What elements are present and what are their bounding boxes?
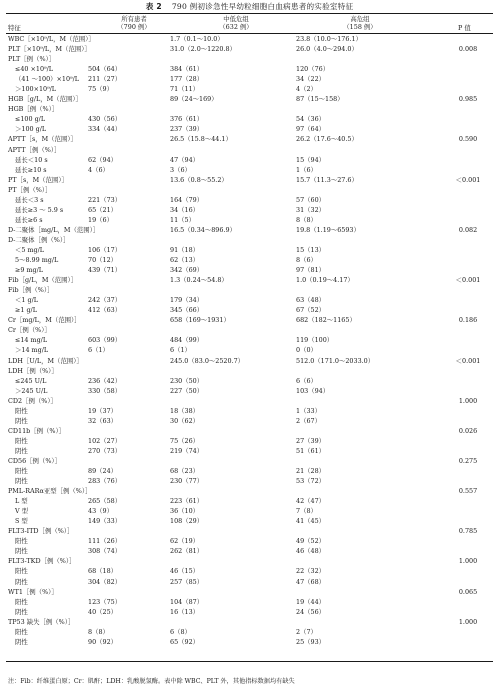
cell-all-patients: 283（76） <box>88 477 122 486</box>
cell-high-risk: 512.0（171.0～2033.0） <box>296 356 375 365</box>
table-row <box>0 566 499 576</box>
cell-mid-low-risk: 75（26） <box>170 436 200 445</box>
table-row <box>0 536 499 546</box>
table-row <box>0 597 499 607</box>
row-label: 延长≥10 s <box>15 165 47 174</box>
cell-mid-low-risk: 13.6（0.8～55.2） <box>170 175 228 184</box>
row-label: HGB［g/L，M（范围）］ <box>8 95 82 104</box>
table-footnote: 注：Fib：纤维蛋白原；Cr：肌酐；LDH：乳酸脱氢酶。表中除 WBC、PLT 外，其他指标数据均有缺失 <box>8 678 295 685</box>
row-label: 阴性 <box>15 446 28 455</box>
cell-high-risk: 1（33） <box>296 406 321 415</box>
table-row <box>0 546 499 556</box>
cell-all-patients: 19（6） <box>88 215 113 224</box>
cell-p-value: 0.065 <box>458 587 478 596</box>
cell-high-risk: 31（32） <box>296 205 326 214</box>
cell-high-risk: 97（81） <box>296 266 326 275</box>
cell-high-risk: 103（94） <box>296 386 330 395</box>
cell-all-patients: 4（6） <box>88 165 109 174</box>
row-label: ≥1 g/L <box>15 306 37 315</box>
cell-mid-low-risk: 31.0（2.0～1220.8） <box>170 45 236 54</box>
row-label: D-二聚体［mg/L，M（范围）］ <box>8 225 100 234</box>
row-label: 阴性 <box>15 637 28 646</box>
cell-all-patients: 43（9） <box>88 507 113 516</box>
cell-mid-low-risk: 376（61） <box>170 115 204 124</box>
cell-high-risk: 25（93） <box>296 637 326 646</box>
row-label: 阴性 <box>15 547 28 556</box>
cell-high-risk: 63（48） <box>296 296 326 305</box>
row-label: FLT3-ITD［例（%）］ <box>8 527 74 536</box>
header-p-value: P 值 <box>458 24 471 32</box>
table-row <box>0 386 499 396</box>
row-label: ≥9 mg/L <box>15 266 43 275</box>
row-label: PLT［例（%）］ <box>8 55 56 64</box>
table-row <box>0 305 499 315</box>
cell-p-value: 0.275 <box>458 456 478 465</box>
table-row <box>0 607 499 617</box>
cell-p-value: ＜0.001 <box>455 356 481 365</box>
row-label: ＞100 g/L <box>15 125 47 134</box>
cell-mid-low-risk: 62（13） <box>170 256 200 265</box>
cell-high-risk: 23.8（10.0～176.1） <box>296 35 362 43</box>
cell-mid-low-risk: 6（1） <box>170 346 191 355</box>
table-row <box>0 245 499 255</box>
table-row <box>0 325 499 335</box>
row-label: 阳性 <box>15 567 28 576</box>
table-row <box>0 155 499 165</box>
table-row <box>0 74 499 84</box>
row-label: 阴性 <box>15 477 28 486</box>
cell-p-value: ＜0.001 <box>455 175 481 184</box>
cell-all-patients: 32（63） <box>88 416 118 425</box>
row-label: Cr［mg/L，M（范围）］ <box>8 316 81 325</box>
table-row <box>0 376 499 386</box>
table-row <box>0 44 499 54</box>
cell-mid-low-risk: 237（39） <box>170 125 204 134</box>
cell-high-risk: 24（56） <box>296 607 326 616</box>
table-row <box>0 356 499 366</box>
cell-mid-low-risk: 68（23） <box>170 467 200 476</box>
table-row <box>0 275 499 285</box>
cell-all-patients: 19（37） <box>88 406 118 415</box>
table-row <box>0 114 499 124</box>
row-label: 延长≥3 ～ 5.9 s <box>15 205 64 214</box>
cell-all-patients: 412（63） <box>88 306 122 315</box>
cell-all-patients: 40（25） <box>88 607 118 616</box>
cell-mid-low-risk: 177（28） <box>170 75 204 84</box>
cell-all-patients: 308（74） <box>88 547 122 556</box>
table-row <box>0 526 499 536</box>
table-row <box>0 416 499 426</box>
table-row <box>0 436 499 446</box>
header-mid-low-risk: 中低危组 （632 例） <box>219 14 253 31</box>
cell-all-patients: 111（26） <box>88 537 122 546</box>
cell-all-patients: 439（71） <box>88 266 122 275</box>
cell-high-risk: 87（15～158） <box>296 95 344 104</box>
row-label: PML-RARα亚型［例（%）］ <box>8 487 92 496</box>
cell-mid-low-risk: 62（19） <box>170 537 200 546</box>
table-row <box>0 255 499 265</box>
cell-all-patients: 90（92） <box>88 637 118 646</box>
table-row <box>0 94 499 104</box>
cell-mid-low-risk: 164（79） <box>170 195 204 204</box>
cell-high-risk: 15.7（11.3～27.6） <box>296 175 358 184</box>
cell-all-patients: 603（99） <box>88 336 122 345</box>
table-row <box>0 516 499 526</box>
cell-mid-low-risk: 223（61） <box>170 497 204 506</box>
table-row <box>0 617 499 627</box>
cell-mid-low-risk: 16（13） <box>170 607 200 616</box>
cell-high-risk: 19.8（1.19～6593） <box>296 225 360 234</box>
table-row <box>0 506 499 516</box>
cell-mid-low-risk: 219（74） <box>170 446 204 455</box>
table-row <box>0 345 499 355</box>
cell-high-risk: 97（64） <box>296 125 326 134</box>
cell-high-risk: 2（67） <box>296 416 321 425</box>
row-label: PLT［×10⁹/L，M（范围）］ <box>8 45 91 54</box>
cell-all-patients: 106（17） <box>88 245 122 254</box>
row-label: ＞14 mg/L <box>15 346 49 355</box>
table-row <box>0 185 499 195</box>
cell-all-patients: 265（58） <box>88 497 122 506</box>
row-label: LDH［U/L，M（范围）］ <box>8 356 83 365</box>
table-row <box>0 124 499 134</box>
cell-all-patients: 304（82） <box>88 577 122 586</box>
row-label: ≤245 U/L <box>15 376 47 385</box>
cell-high-risk: 46（48） <box>296 547 326 556</box>
row-label: 阳性 <box>15 406 28 415</box>
row-label: 延长＜10 s <box>15 155 48 164</box>
cell-all-patients: 75（9） <box>88 85 113 94</box>
table-row <box>0 406 499 416</box>
row-label: PT［s，M（范围）］ <box>8 175 68 184</box>
row-label: V 型 <box>15 507 29 516</box>
row-label: 阳性 <box>15 436 28 445</box>
cell-mid-low-risk: 230（77） <box>170 477 204 486</box>
cell-mid-low-risk: 47（94） <box>170 155 200 164</box>
cell-mid-low-risk: 91（18） <box>170 245 200 254</box>
cell-high-risk: 1.0（0.19～4.17） <box>296 276 354 285</box>
table-row <box>0 54 499 64</box>
table-row <box>0 396 499 406</box>
table-row <box>0 556 499 566</box>
table-row <box>0 265 499 275</box>
table-row <box>0 496 499 506</box>
cell-p-value: 0.026 <box>458 426 478 435</box>
cell-mid-low-risk: 3（6） <box>170 165 191 174</box>
cell-mid-low-risk: 1.7（0.1～10.0） <box>170 35 224 43</box>
row-label: 阳性 <box>15 537 28 546</box>
table-row <box>0 104 499 114</box>
cell-mid-low-risk: 18（38） <box>170 406 200 415</box>
cell-all-patients: 62（94） <box>88 155 118 164</box>
cell-high-risk: 15（13） <box>296 245 326 254</box>
cell-high-risk: 119（100） <box>296 336 334 345</box>
row-label: FLT3-TKD［例（%）］ <box>8 557 76 566</box>
bottom-rule <box>6 661 493 662</box>
cell-high-risk: 4（2） <box>296 85 317 94</box>
cell-all-patients: 68（18） <box>88 567 118 576</box>
cell-mid-low-risk: 1.3（0.24～54.8） <box>170 276 228 285</box>
table-row <box>0 587 499 597</box>
cell-high-risk: 19（44） <box>296 597 326 606</box>
cell-high-risk: 49（52） <box>296 537 326 546</box>
cell-all-patients: 270（73） <box>88 446 122 455</box>
table-row <box>0 637 499 647</box>
table-row <box>0 215 499 225</box>
cell-mid-low-risk: 230（50） <box>170 376 204 385</box>
cell-p-value: 1.000 <box>458 617 478 626</box>
row-label: 阳性 <box>15 627 28 636</box>
row-label: ＜1 g/L <box>15 296 38 305</box>
cell-all-patients: 89（24） <box>88 467 118 476</box>
cell-all-patients: 211（27） <box>88 75 122 84</box>
lab-feature-table <box>0 34 499 647</box>
row-label: CD11b［例（%）］ <box>8 426 66 435</box>
table-row <box>0 285 499 295</box>
cell-mid-low-risk: 345（66） <box>170 306 204 315</box>
cell-high-risk: 47（68） <box>296 577 326 586</box>
table-row <box>0 456 499 466</box>
cell-p-value: 0.008 <box>458 45 478 54</box>
cell-high-risk: 26.0（4.0～294.0） <box>296 45 358 54</box>
cell-high-risk: 54（36） <box>296 115 326 124</box>
table-row <box>0 195 499 205</box>
row-label: Fib［g/L，M（范围）］ <box>8 276 78 285</box>
cell-p-value: 0.985 <box>458 95 478 104</box>
table-row <box>0 335 499 345</box>
cell-p-value: 0.590 <box>458 135 478 144</box>
cell-mid-low-risk: 257（85） <box>170 577 204 586</box>
cell-all-patients: 236（42） <box>88 376 122 385</box>
cell-high-risk: 34（22） <box>296 75 326 84</box>
cell-high-risk: 682（182～1165） <box>296 316 356 325</box>
cell-mid-low-risk: 6（8） <box>170 627 191 636</box>
table-row <box>0 134 499 144</box>
table-row <box>0 577 499 587</box>
row-label: 阴性 <box>15 607 28 616</box>
cell-high-risk: 22（32） <box>296 567 326 576</box>
table-row <box>0 84 499 94</box>
row-label: WBC［×10⁹/L，M（范围）］ <box>8 35 95 43</box>
cell-all-patients: 6（1） <box>88 346 109 355</box>
table-row <box>0 205 499 215</box>
table-row <box>0 446 499 456</box>
cell-mid-low-risk: 16.5（0.34～896.9） <box>170 225 236 234</box>
cell-mid-low-risk: 89（24～169） <box>170 95 218 104</box>
cell-high-risk: 8（6） <box>296 256 317 265</box>
cell-p-value: 0.785 <box>458 527 478 536</box>
cell-p-value: 0.557 <box>458 487 478 496</box>
row-label: ≤40 ×10⁹/L <box>15 65 53 74</box>
row-label: 延长＜3 s <box>15 195 44 204</box>
cell-mid-low-risk: 484（99） <box>170 336 204 345</box>
table-title: 790 例初诊急性早幼粒细胞白血病患者的实验室特征 <box>171 2 354 11</box>
cell-mid-low-risk: 11（5） <box>170 215 195 224</box>
table-row <box>0 295 499 305</box>
row-label: 阴性 <box>15 577 28 586</box>
row-label: ＜5 mg/L <box>15 245 45 254</box>
row-label: APTT［例（%）］ <box>8 145 61 154</box>
row-label: ＞245 U/L <box>15 386 48 395</box>
cell-all-patients: 123（75） <box>88 597 122 606</box>
cell-mid-low-risk: 30（62） <box>170 416 200 425</box>
cell-mid-low-risk: 71（11） <box>170 85 200 94</box>
row-label: 延长≥6 s <box>15 215 43 224</box>
cell-high-risk: 41（45） <box>296 517 326 526</box>
cell-mid-low-risk: 34（16） <box>170 205 200 214</box>
cell-p-value: 1.000 <box>458 557 478 566</box>
cell-mid-low-risk: 65（92） <box>170 637 200 646</box>
cell-high-risk: 53（72） <box>296 477 326 486</box>
header-all-patients: 所有患者 （790 例） <box>117 14 151 31</box>
table-row <box>0 64 499 74</box>
row-label: 5～8.99 mg/L <box>15 256 59 265</box>
table-row <box>0 175 499 185</box>
cell-all-patients: 430（56） <box>88 115 122 124</box>
table-row <box>0 235 499 245</box>
row-label: ≤100 g/L <box>15 115 46 124</box>
cell-all-patients: 70（12） <box>88 256 118 265</box>
cell-mid-low-risk: 108（29） <box>170 517 204 526</box>
cell-high-risk: 51（61） <box>296 446 326 455</box>
row-label: ≤14 mg/L <box>15 336 48 345</box>
cell-mid-low-risk: 342（69） <box>170 266 204 275</box>
table-row <box>0 476 499 486</box>
cell-all-patients: 65（21） <box>88 205 118 214</box>
cell-p-value: 1.000 <box>458 396 478 405</box>
row-label: APTT［s，M（范围）］ <box>8 135 77 144</box>
cell-mid-low-risk: 36（10） <box>170 507 200 516</box>
cell-high-risk: 2（7） <box>296 627 317 636</box>
cell-p-value: ＜0.001 <box>455 276 481 285</box>
cell-high-risk: 7（8） <box>296 507 317 516</box>
cell-high-risk: 26.2（17.6～40.5） <box>296 135 358 144</box>
cell-high-risk: 8（8） <box>296 215 317 224</box>
cell-high-risk: 57（60） <box>296 195 326 204</box>
cell-p-value: 0.186 <box>458 316 478 325</box>
cell-all-patients: 334（44） <box>88 125 122 134</box>
cell-p-value: 0.082 <box>458 225 478 234</box>
cell-all-patients: 221（73） <box>88 195 122 204</box>
cell-high-risk: 67（52） <box>296 306 326 315</box>
cell-high-risk: 1（6） <box>296 165 317 174</box>
table-row <box>0 466 499 476</box>
cell-all-patients: 242（37） <box>88 296 122 305</box>
table-row <box>0 366 499 376</box>
row-label: PT［例（%）］ <box>8 185 52 194</box>
cell-all-patients: 330（58） <box>88 386 122 395</box>
cell-high-risk: 120（76） <box>296 65 330 74</box>
cell-high-risk: 42（47） <box>296 497 326 506</box>
row-label: D-二聚体［例（%）］ <box>8 235 70 244</box>
table-caption <box>0 2 499 12</box>
cell-all-patients: 8（8） <box>88 627 109 636</box>
cell-high-risk: 0（0） <box>296 346 317 355</box>
table-row <box>0 426 499 436</box>
cell-all-patients: 149（33） <box>88 517 122 526</box>
cell-mid-low-risk: 26.5（15.8～44.1） <box>170 135 232 144</box>
cell-all-patients: 102（27） <box>88 436 122 445</box>
table-row <box>0 165 499 175</box>
cell-mid-low-risk: 658（169～1931） <box>170 316 230 325</box>
table-row <box>0 627 499 637</box>
cell-mid-low-risk: 179（34） <box>170 296 204 305</box>
cell-mid-low-risk: 262（81） <box>170 547 204 556</box>
cell-high-risk: 27（39） <box>296 436 326 445</box>
cell-high-risk: 15（94） <box>296 155 326 164</box>
row-label: CD2［例（%）］ <box>8 396 57 405</box>
table-row <box>0 34 499 44</box>
cell-mid-low-risk: 46（15） <box>170 567 200 576</box>
cell-mid-low-risk: 227（50） <box>170 386 204 395</box>
row-label: WT1［例（%）］ <box>8 587 58 596</box>
row-label: L 型 <box>15 497 28 506</box>
header-high-risk: 高危组 （158 例） <box>343 14 377 31</box>
row-label: （41 ～100）×10⁹/L <box>15 75 79 84</box>
row-label: HGB［例（%）］ <box>8 105 59 114</box>
cell-high-risk: 6（6） <box>296 376 317 385</box>
cell-high-risk: 21（28） <box>296 467 326 476</box>
header-feature: 特征 <box>8 24 21 32</box>
table-row <box>0 225 499 235</box>
table-row <box>0 315 499 325</box>
row-label: LDH［例（%）］ <box>8 366 58 375</box>
row-label: S 型 <box>15 517 28 526</box>
table-number: 表 2 <box>145 2 162 11</box>
row-label: 阳性 <box>15 597 28 606</box>
cell-all-patients: 504（64） <box>88 65 122 74</box>
row-label: CD56［例（%）］ <box>8 456 61 465</box>
table-row <box>0 145 499 155</box>
cell-mid-low-risk: 384（61） <box>170 65 204 74</box>
cell-mid-low-risk: 104（87） <box>170 597 204 606</box>
table-row <box>0 486 499 496</box>
row-label: Cr［例（%）］ <box>8 326 51 335</box>
row-label: 阴性 <box>15 416 28 425</box>
row-label: TP53 缺失［例（%）］ <box>8 617 75 626</box>
cell-mid-low-risk: 245.0（83.0～2520.7） <box>170 356 245 365</box>
row-label: Fib［例（%）］ <box>8 286 54 295</box>
row-label: 阳性 <box>15 467 28 476</box>
row-label: ＞100×10⁹/L <box>15 85 57 94</box>
